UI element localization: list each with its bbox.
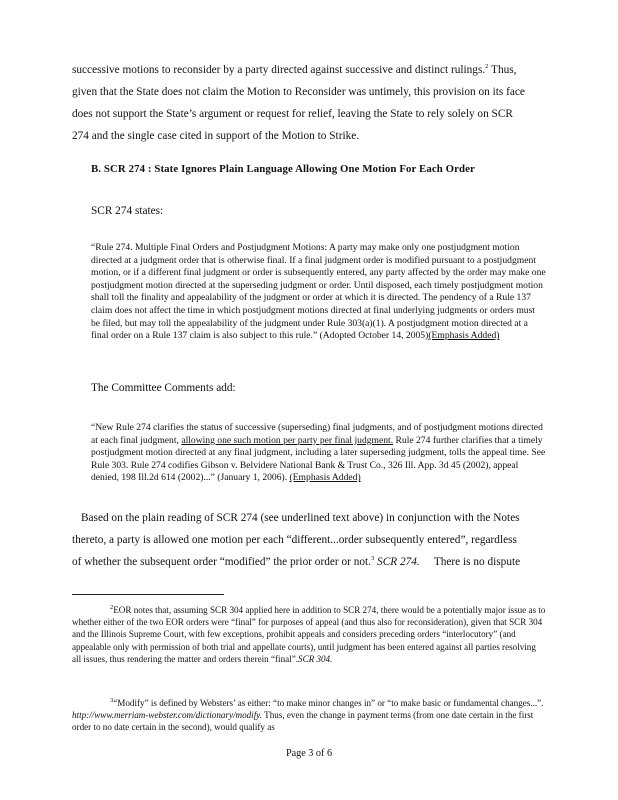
section-heading: B. SCR 274 : State Ignores Plain Language Allowing One Motion For Each Order [91,163,475,175]
footnote-3 [72,697,547,734]
committee-quote-underlined: allowing one such motion per party per final judgment. [181,434,394,446]
page-number: Page 3 of 6 [285,748,333,759]
paragraph-1-line-4: 274 and the single case cited in support of the Motion to Strike. [72,130,360,142]
paragraph-2-line-3-text: of whether the subsequent order “modified” the prior order or not. [72,556,371,568]
rule-274-quote [91,242,546,343]
footnote-3-mark: 3 [110,696,114,704]
intro-committee-comments: The Committee Comments add: [91,382,236,394]
emphasis-note-2: (Emphasis Added) [289,472,361,484]
footnote-3-text-a: “Modify” is defined by Websters’ as either: “to make minor changes in” or “to make basic or fundamental changes...”. [113,698,544,708]
paragraph-1-line-1 [72,59,552,81]
scr-274-citation: SCR 274. [377,556,420,568]
committee-comments-quote [91,422,546,485]
footnote-2 [72,604,547,665]
paragraph-1-line-2: given that the State does not claim the Motion to Reconsider was untimely, this provision on its face [72,86,525,98]
paragraph-1-line-1-text: successive motions to reconsider by a party directed against successive and distinct rulings. [72,64,486,76]
committee-quote-text-b: Rule 274 further clarifies that a timely postjudgment motion directed at any final judgment, including a later superseding judgment, tolls the appeal time. See Rule 303. Rule 274 codifies Gibson v. Belvidere National Bank & Trust Co., 326 Ill. App. 3d 45 (2002), appeal denied, 198 Ill.2d 614 (2002)...” (January 1, 2006). [91,434,546,484]
footnote-2-text: EOR notes that, assuming SCR 304 applied here in addition to SCR 274, there would be a potentially major issue as to whether either of the two EOR orders were “final” for purposes of appeal (and thus also for reconsideration), given that SCR 304 and the Illinois Supreme Court, with few exceptions, prohibit appeals and considers preceding orders “interlocutory” (and appealable only with permission of both trial and appellate courts), until judgment has been entered against all parties resolving all issues, thus rendering the matter and orders therein “final”. [72,605,546,664]
committee-quote-text-a: “New Rule 274 clarifies the status of successive (superseding) final judgments, and of postjudgment motions directed at each final judgment, [91,422,543,446]
footnote-3-text-b: Thus, even the change in payment terms (from one date certain in the first order to no date certain in the second), would qualify as [72,710,534,733]
emphasis-note-1: (Emphasis Added) [428,330,500,342]
intro-scr-274: SCR 274 states: [91,205,164,217]
footnote-divider [72,594,224,595]
merriam-webster-link[interactable]: http://www.merriam-webster.com/dictionary/modify. [72,710,263,721]
paragraph-1-line-1-tail: Thus, [488,64,517,76]
footnote-3-reference[interactable]: 3 [370,555,375,563]
paragraph-2-line-3-tail: There is no dispute [433,556,521,568]
footnote-2-reference[interactable]: 2 [485,63,489,71]
rule-274-quote-text: “Rule 274. Multiple Final Orders and Postjudgment Motions: A party may make only one postjudgment motion directed at a judgment order that is otherwise final. If a final judgment order is modified pursuant to a postjudgment motion, or if a different final judgment or order is subsequently entered, any party affected by the order may make one postjudgment motion directed at the superseding judgment or order. Until disposed, each timely postjudgment motion shall toll the finality and appealability of the judgment or order at which it is directed. The pendency of a Rule 137 claim does not affect the time in which postjudgment motions directed at final underlying judgments or orders must be filed, but may toll the appealability of the judgment under Rule 303(a)(1). A postjudgment motion directed at a final order on a Rule 137 claim is also subject to this rule.” (Adopted October 14, 2005) [91,242,546,342]
scr-304-citation: SCR 304. [298,653,333,664]
paragraph-2-line-2: thereto, a party is allowed one motion per each “different...order subsequently entered”, regardless [72,534,517,546]
footnote-2-mark: 2 [110,603,114,611]
paragraph-2-line-1: Based on the plain reading of SCR 274 (see underlined text above) in conjunction with the Notes [81,512,520,524]
paragraph-1-line-3: does not support the State’s argument or request for relief, leaving the State to rely solely on SCR [72,108,513,120]
paragraph-2-line-3 [72,551,562,573]
